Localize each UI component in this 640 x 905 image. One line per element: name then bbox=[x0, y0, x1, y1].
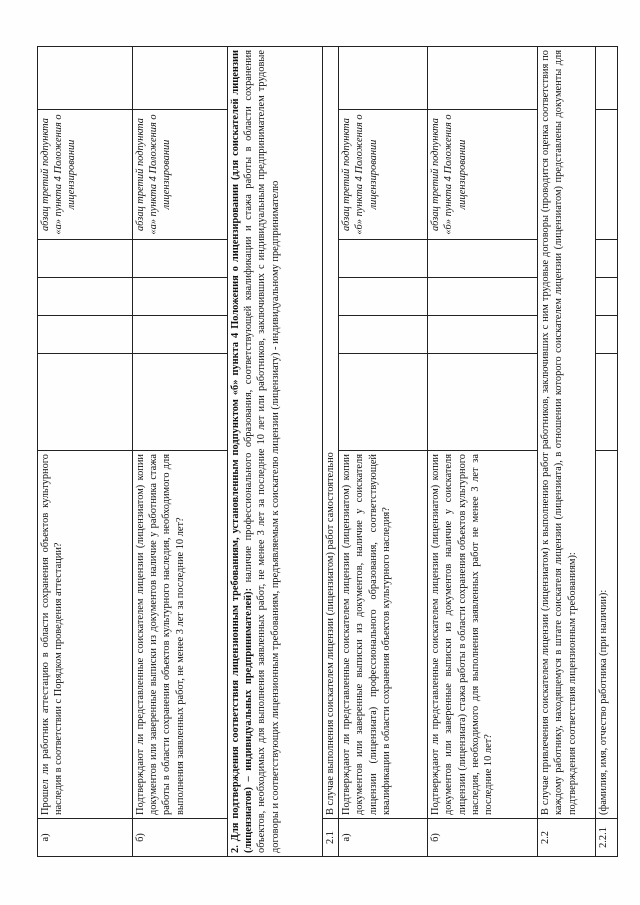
section-body: наличие профессионального образования, соответствующей квалификации и стажа работы в области сохранения объектов, необходимых для выполнения заявленных работ, не менее 3 лет за последние 10 лет или работников, заключивших с индивидуальным предпринимателем трудовые договоры и соответствующих лицензионным требованиям, предъявляемым к соискателю лицензии (лицензиату) - индивидуальному предпринимателю bbox=[243, 50, 281, 853]
row-number: 2.2 bbox=[538, 819, 596, 857]
answer-cell bbox=[339, 354, 428, 451]
row-number: б) bbox=[428, 819, 538, 857]
question-text: Прошел ли работник аттестацию в области сохранения объектов культурного наследия в соответствии с Порядком проведения аттестации? bbox=[38, 451, 133, 819]
answer-cell bbox=[133, 354, 228, 451]
comment-cell bbox=[133, 47, 228, 110]
comment-cell bbox=[38, 47, 133, 110]
answer-cell bbox=[596, 354, 618, 451]
question-text: Подтверждают ли представленные соискателем лицензии (лицензиатом) копии документов или заверенные выписки из документов, наличие у соискателя лицензии (лицензиата) профессионального образования, соответствующей квалификации в области сохранения объектов культурного наследия? bbox=[339, 451, 428, 819]
subsection-text: В случае выполнения соискателем лицензии (лицензиатом) работ самостоятельно bbox=[323, 47, 339, 819]
table-row bbox=[428, 47, 538, 857]
table-row bbox=[133, 47, 228, 857]
legal-reference: абзац третий подпункта «б» пункта 4 Положения о лицензировании bbox=[428, 110, 538, 240]
question-text: Подтверждают ли представленные соискателем лицензии (лицензиатом) копии документов или заверенные выписки из документов наличие у работника стажа работы в области сохранения объектов культурного наследия, необходимого для выполнения заявленных работ, не менее 3 лет за последние 10 лет? bbox=[133, 451, 228, 819]
answer-cell bbox=[133, 278, 228, 316]
answer-cell bbox=[596, 240, 618, 278]
answer-cell bbox=[38, 278, 133, 316]
legal-reference: абзац третий подпункта «а» пункта 4 Положения о лицензировании bbox=[133, 110, 228, 240]
row-number: 2.1 bbox=[323, 819, 339, 857]
answer-cell bbox=[38, 316, 133, 354]
table-row bbox=[339, 47, 428, 857]
section-2 bbox=[228, 47, 323, 857]
comment-cell bbox=[596, 47, 618, 110]
table-row bbox=[538, 47, 596, 857]
legal-reference: абзац третий подпункта «а» пункта 4 Положения о лицензировании bbox=[38, 110, 133, 240]
answer-cell bbox=[339, 316, 428, 354]
section-row bbox=[228, 47, 323, 857]
reference-cell bbox=[596, 110, 618, 240]
answer-cell bbox=[339, 240, 428, 278]
answer-cell bbox=[428, 240, 538, 278]
section-heading: 2. Для подтверждения соответствия лицензионным требованиям, установленным подпунктом «б» пункта 4 Положения о лицензировании (для соискателей лицензии (лицензиатов) – индивидуальных предпринимателей): bbox=[230, 50, 255, 853]
comment-cell bbox=[339, 47, 428, 110]
answer-cell bbox=[133, 316, 228, 354]
table-row bbox=[323, 47, 339, 857]
table-row bbox=[38, 47, 133, 857]
row-number: а) bbox=[339, 819, 428, 857]
answer-cell bbox=[38, 240, 133, 278]
rotated-checklist bbox=[37, 47, 610, 857]
checklist-table bbox=[37, 46, 618, 857]
answer-cell bbox=[428, 316, 538, 354]
answer-cell bbox=[339, 278, 428, 316]
table-row bbox=[596, 47, 618, 857]
legal-reference: абзац третий подпункта «б» пункта 4 Положения о лицензировании bbox=[339, 110, 428, 240]
answer-cell bbox=[596, 316, 618, 354]
question-text: Подтверждают ли представленные соискателем лицензии (лицензиатом) копии документов или заверенные выписки из документов наличие у соискателя лицензии (лицензиата) стажа работы в области сохранения объектов культурного наследия, необходимого для выполнения заявленных работ не менее 3 лет за последние 10 лет? bbox=[428, 451, 538, 819]
answer-cell bbox=[38, 354, 133, 451]
answer-cell bbox=[133, 240, 228, 278]
row-number: а) bbox=[38, 819, 133, 857]
row-number: 2.2.1 bbox=[596, 819, 618, 857]
row-number: б) bbox=[133, 819, 228, 857]
subsection-text: В случае привлечения соискателем лицензии (лицензиатом) к выполнению работ работников, заключивших с ним трудовые договоры (проводится оценка соответствия по каждому работнику, находящемуся в штате соискателя лицензии (лицензиата), в отношении которого соискателем лицензии (лицензиатом) представлены документы для подтверждения соответствия лицензионным требованиям): bbox=[538, 47, 596, 819]
comment-cell bbox=[428, 47, 538, 110]
answer-cell bbox=[596, 278, 618, 316]
answer-cell bbox=[428, 278, 538, 316]
answer-cell bbox=[428, 354, 538, 451]
employee-name-field: (фамилия, имя, отчество работника (при наличии): bbox=[596, 451, 618, 819]
